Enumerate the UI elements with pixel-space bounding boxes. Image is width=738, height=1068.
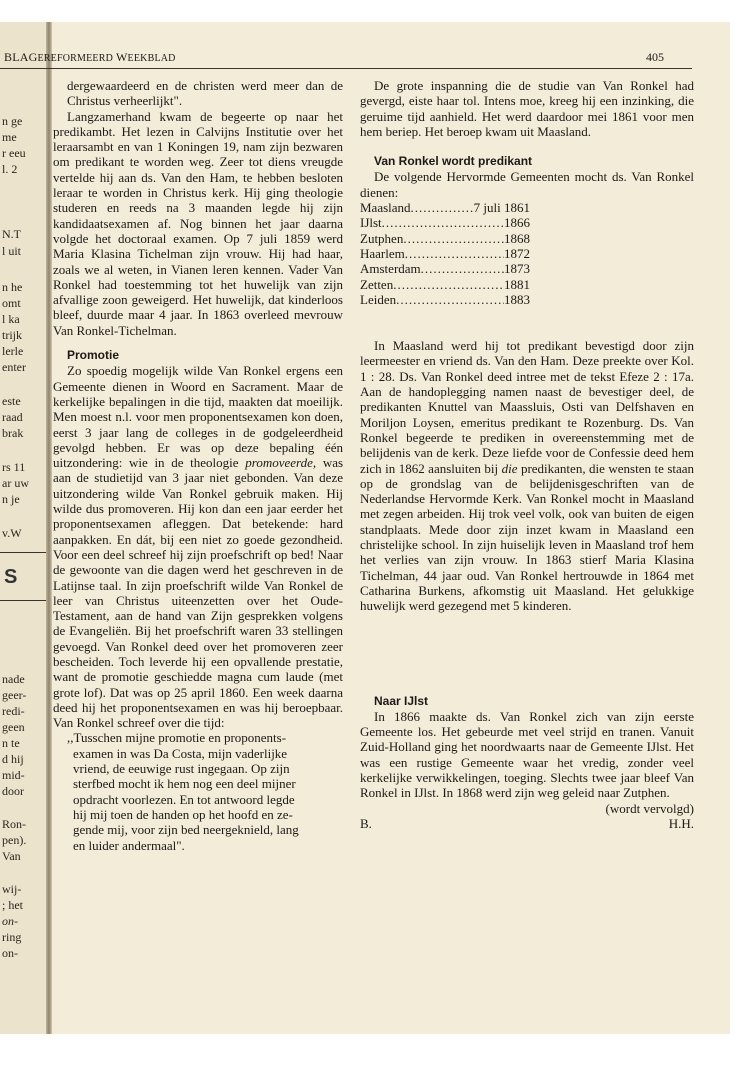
- quote-line: ,,Tusschen mijne promotie en proponents-: [67, 730, 287, 746]
- leader-dots: [393, 277, 504, 292]
- previous-page-fragment: l ka: [2, 312, 20, 326]
- previous-page-fragment: N.T: [2, 227, 21, 241]
- congregation-name: Maasland: [360, 200, 411, 216]
- table-row: [360, 246, 530, 261]
- emphasis-text: die: [501, 460, 518, 476]
- previous-page-fragment: d hij: [2, 752, 24, 766]
- previous-page-fragment: raad: [2, 410, 23, 424]
- paragraph-text: was aan de studietijd van 3 jaar niet gebonden. Van deze uitzondering wilde Van Ronkel gebruik maken. Hij wilde dus promoveren. Hij kon dan een jaar eerder het proponentsexamen afleggen. Dat betekende: hard aanpakken. En dát, bij een niet zo goede gezondheid. Voor een deel schreef hij zijn proefschrift op bed! Naar de gewoonte van die dagen werd het geschreven in de Latijnse taal. In zijn proefschrift wilde Van Ronkel de leer van Christus uiteenzetten over het Oude-Testament, aan de hand van Zijn gesprekken volgens de Evangeliën. Bij het proefschrift waren 33 stellingen gevoegd. Van Ronkel deed over het promoveren zeer bescheiden. Toch leverde hij een opvallende prestatie, want de promotie geschiedde magna cum laude (met grote lof). Dat was op 25 april 1860. Een week daarna deed hij het proponentsexamen en was hij beroepbaar. Van Ronkel schreef over die tijd:: [53, 455, 344, 731]
- previous-page-fragment: l uit: [2, 244, 22, 258]
- section-heading: Promotie: [67, 348, 120, 363]
- quote-line: vriend, de eeuwige rust ingegaan. Op zijn: [73, 761, 290, 777]
- congregation-name: Amsterdam: [360, 261, 421, 277]
- previous-page-fragment: enter: [2, 360, 26, 374]
- previous-page-fragment: rs 11: [2, 460, 26, 474]
- section-heading: Van Ronkel wordt predikant: [374, 154, 533, 169]
- signature-right: H.H.: [668, 815, 694, 831]
- signature-line: [360, 816, 694, 831]
- left-column: [53, 78, 343, 853]
- previous-page-fragment: este: [2, 394, 21, 408]
- congregation-name: Leiden: [360, 291, 397, 307]
- table-row: [360, 292, 530, 307]
- previous-page-fragment: v.W: [2, 526, 22, 540]
- paragraph: In 1866 maakte ds. Van Ronkel zich van zijn eerste Gemeente los. Het gebeurde met veel strijd en tranen. Vanuit Zuid-Holland ging het noordwaarts naar de Gemeente IJlst. Het was een rustige Gemeente waar het vredig, zonder veel kerkelijke verwikkelingen, toeging. Slechts twee jaar bleef Van Ronkel in IJlst. In 1868 werd zijn weg geleid naar Zutphen.: [360, 708, 694, 801]
- paragraph: [360, 338, 694, 613]
- previous-page-rule: [0, 600, 46, 601]
- leader-dots: [382, 215, 504, 230]
- signature-left: B.: [360, 815, 372, 831]
- congregation-date: 1873: [504, 261, 530, 277]
- paragraph-text: In Maasland werd hij tot predikant bevestigd door zijn leermeester en vriend ds. Van den Ham. Deze preekte over Kol. 1 : 28. Ds. Van Ronkel deed intree met de tekst Efeze 2 : 17a. Aan de handoplegging namen naast de bevestiger deel, de predikanten Knuttel van Maassluis, Osti van Delfshaven en Moriljon Loysen, emeritus predikant te Rozenburg. Ds. Van Ronkel begeerde te prediken in overeenstemming met de belijdenis van de kerk. Deze liefde voor de Confessie deed hem zich in 1862 aansluiten bij: [360, 338, 694, 476]
- leader-dots: [411, 200, 474, 215]
- header-rest-1: EREFORMEERD: [37, 53, 114, 64]
- table-row: [360, 277, 530, 292]
- paragraph-text: predikanten, die wensten te staan op de grondslag van de belijdenisgeschriften van de Nederlandse Hervormde Kerk. Van Ronkel mocht in Maasland met zegen arbeiden. Hij trok veel volk, ook van buiten de eigen standplaats. Mede door zijn inzet kwam in Maasland een christelijke school. In zijn huiselijk leven in Maasland trof hem het verlies van zijn vrouw. In 1863 stierf Maria Klasina Tichelman, 44 jaar oud. Van Ronkel hertrouwde in 1864 met Catharina Burkens, afkomstig uit Maasland. Het gelukkige huwelijk werd gezegend met 5 kinderen.: [360, 460, 695, 614]
- table-row: [360, 200, 530, 215]
- previous-page-fragment: on-: [2, 946, 18, 960]
- leader-dots: [405, 246, 504, 261]
- previous-page-fragment: Ron-: [2, 817, 26, 831]
- previous-page-fragment: geer-: [2, 688, 27, 702]
- previous-page-rule: [0, 552, 46, 553]
- section-heading: Naar IJlst: [374, 693, 429, 708]
- quote-line: gende mij, voor zijn bed neergeknield, lang: [73, 822, 299, 838]
- previous-page-fragment: n he: [2, 280, 23, 294]
- paragraph: dergewaardeerd en de christen werd meer dan de Christus verheerlijkt".: [67, 78, 343, 109]
- header-initial-2: W: [116, 50, 128, 64]
- previous-page-fragment: ; het: [2, 898, 23, 912]
- previous-page-fragment: on-: [2, 914, 18, 928]
- leader-dots: [396, 292, 504, 307]
- page-number: 405: [646, 50, 664, 64]
- previous-page-fragment: me: [2, 130, 17, 144]
- previous-page-fragment: trijk: [2, 328, 22, 342]
- congregation-date: 1883: [504, 291, 530, 307]
- previous-page-fragment: mid-: [2, 768, 25, 782]
- leader-dots: [403, 231, 504, 246]
- congregation-date: 7 juli 1861: [473, 200, 530, 216]
- header-initial-1: G: [28, 50, 38, 64]
- table-row: [360, 231, 530, 246]
- header-rule: [0, 68, 692, 69]
- paragraph: De grote inspanning die de studie van Van Ronkel had gevergd, eiste haar tol. Intens moe, kreeg hij een inzinking, die geruime tijd aanhield. Het werd daardoor mei 1861 voor men hem beriep. Het beroep kwam uit Maasland.: [360, 78, 694, 139]
- running-header: [0, 50, 730, 68]
- congregation-date: 1868: [504, 230, 530, 246]
- quote-line: en luider andermaal".: [73, 837, 185, 853]
- previous-page-fragment: r eeu: [2, 146, 26, 160]
- previous-page-heading-letter: S: [4, 566, 18, 588]
- quote-line: sterfbed mocht ik hem nog een deel mijner: [73, 776, 296, 792]
- previous-page-fragment: nade: [2, 672, 25, 686]
- previous-page-fragment: Van: [2, 849, 21, 863]
- previous-page-fragment: brak: [2, 426, 24, 440]
- paragraph: De volgende Hervormde Gemeenten mocht ds. Van Ronkel dienen:: [360, 169, 694, 200]
- previous-page-fragment: lerle: [2, 344, 24, 358]
- congregation-name: Zetten: [360, 276, 394, 292]
- leader-dots: [421, 261, 504, 276]
- previous-page-fragment: ring: [2, 930, 22, 944]
- table-row: [360, 261, 530, 276]
- congregation-name: IJlst: [360, 215, 382, 231]
- previous-page-fragment: geen: [2, 720, 25, 734]
- quote-line: examen in was Da Costa, mijn vaderlijke: [73, 745, 288, 761]
- congregation-name: Zutphen: [360, 230, 404, 246]
- quote-line: hij mij toen de handen op het hoofd en ze-: [73, 806, 293, 822]
- block-quote: [53, 730, 343, 852]
- previous-page-fragment: pen).: [2, 833, 27, 847]
- previous-page-fragment: ar uw: [2, 476, 29, 490]
- paragraph: Langzamerhand kwam de begeerte op naar het predikambt. Het lezen in Calvijns Institutie over het leraarsambt en van 1 Koningen 19, nam zijn bezwaren om predikant te worden weg. Zeer tot diens vreugde vertelde hij aan ds. Van den Ham, te hebben besloten leraar te worden in Christus kerk. Hij ging theologie studeren en reeds na 3 maanden legde hij zijn kandidaatsexamen af. Nog binnen het jaar daarna volgde het doctoraal examen. Op 7 juli 1859 werd Maria Klasina Tichelman zijn vrouw. Hij had haar, zoals we al weten, in Vianen leren kennen. Vader Van Ronkel had toestemming tot het huwelijk van zijn afvallige zoon geweigerd. Het huwelijk, dat kinderloos bleef, duurde maar 4 jaar. In 1863 overleed mevrouw Van Ronkel-Tichelman.: [53, 108, 343, 338]
- previous-page-fragment: n je: [2, 492, 20, 506]
- congregation-date: 1872: [504, 245, 530, 261]
- continued-note: (wordt vervolgd): [605, 800, 694, 816]
- congregation-name: Haarlem: [360, 245, 405, 261]
- congregation-table: [360, 200, 694, 307]
- congregation-date: 1866: [504, 215, 530, 231]
- quote-line: opdracht voorlezen. En tot antwoord legde: [73, 791, 295, 807]
- header-rest-2: EEKBLAD: [127, 53, 176, 64]
- previous-page-margin: [0, 22, 48, 1034]
- previous-page-fragment: n ge: [2, 114, 23, 128]
- running-header-title: [4, 50, 176, 65]
- header-prefix: BLA: [4, 50, 29, 64]
- previous-page-fragment: redi-: [2, 704, 25, 718]
- previous-page-fragment: l. 2: [2, 162, 18, 176]
- previous-page-fragment: door: [2, 784, 24, 798]
- paragraph-text: Zo spoedig mogelijk wilde Van Ronkel ergens een Gemeente dienen in Woord en Sacrament. Maar de kerkelijke bepalingen in die tijd, maakten dat moeilijk. Men moest n.l. voor men proponentsexamen kon doen, eerst 3 jaar lang de colleges in de godgeleerdheid gevolgd hebben. Er was op deze bepaling één uitzondering: wie in de theologie: [53, 363, 343, 471]
- previous-page-fragment: omt: [2, 296, 21, 310]
- congregation-date: 1881: [504, 276, 530, 292]
- magazine-page: [0, 22, 730, 1034]
- emphasis-text: promoveerde,: [245, 455, 317, 471]
- paragraph: [53, 363, 343, 730]
- previous-page-fragment: n te: [2, 736, 20, 750]
- previous-page-fragment: wij-: [2, 882, 22, 896]
- page-gutter: [46, 22, 52, 1034]
- table-row: [360, 215, 530, 230]
- right-column: [360, 78, 694, 831]
